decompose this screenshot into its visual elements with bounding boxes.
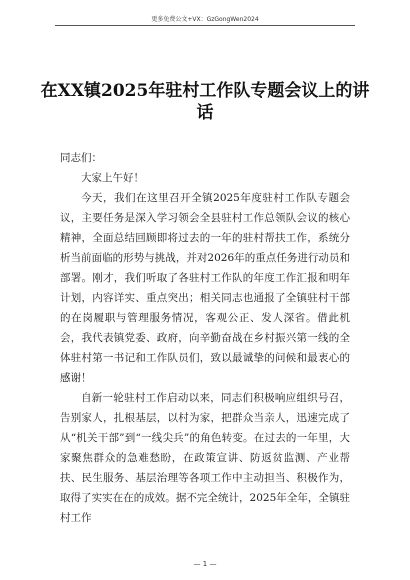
header-note: 更多免费公文+VX：GzGongWen2024 — [151, 16, 259, 23]
body-paragraph: 今天，我们在这里召开全镇2025年度驻村工作队专题会议，主要任务是深入学习领会全县驻村工作总领队会议的核心精神，全面总结回顾即将过去的一年的驻村帮扶工作，系统分析当前面临的形势与挑战，并对2026年的重点任务进行动员和部署。刚才，我们听取了各驻村工作队的年度工作汇报和明年计划，内容详实、重点突出；相关同志也通报了全镇驻村干部的在岗履职与管理服务情况，客观公正、发人深省。借此机会，我代表镇党委、政府，向辛勤奋战在乡村振兴第一线的全体驻村第一书记和工作队员们，致以最诚挚的问候和最衷心的感谢！ — [60, 192, 350, 384]
body-paragraph: 自新一轮驻村工作启动以来，同志们积极响应组织号召，告别家人，扎根基层，以村为家，把群众当亲人，迅速完成了从“机关干部”到“一线尖兵”的角色转变。在过去的一年里，大家聚焦群众的急难愁盼，在政策宣讲、防返贫监测、产业帮扶、民生服务、基层治理等各项工作中主动担当、积极作为，取得了实实在在的成效。据不完全统计，2025年全年，全镇驻村工作 — [60, 392, 350, 524]
greeting: 大家上午好！ — [81, 172, 144, 184]
salutation: 同志们： — [60, 152, 102, 164]
document-body — [60, 148, 350, 528]
page-number: — 1 — — [193, 560, 217, 568]
document-title: 在XX镇2025年驻村工作队专题会议上的讲话 — [40, 81, 370, 123]
header-divider — [55, 25, 355, 26]
